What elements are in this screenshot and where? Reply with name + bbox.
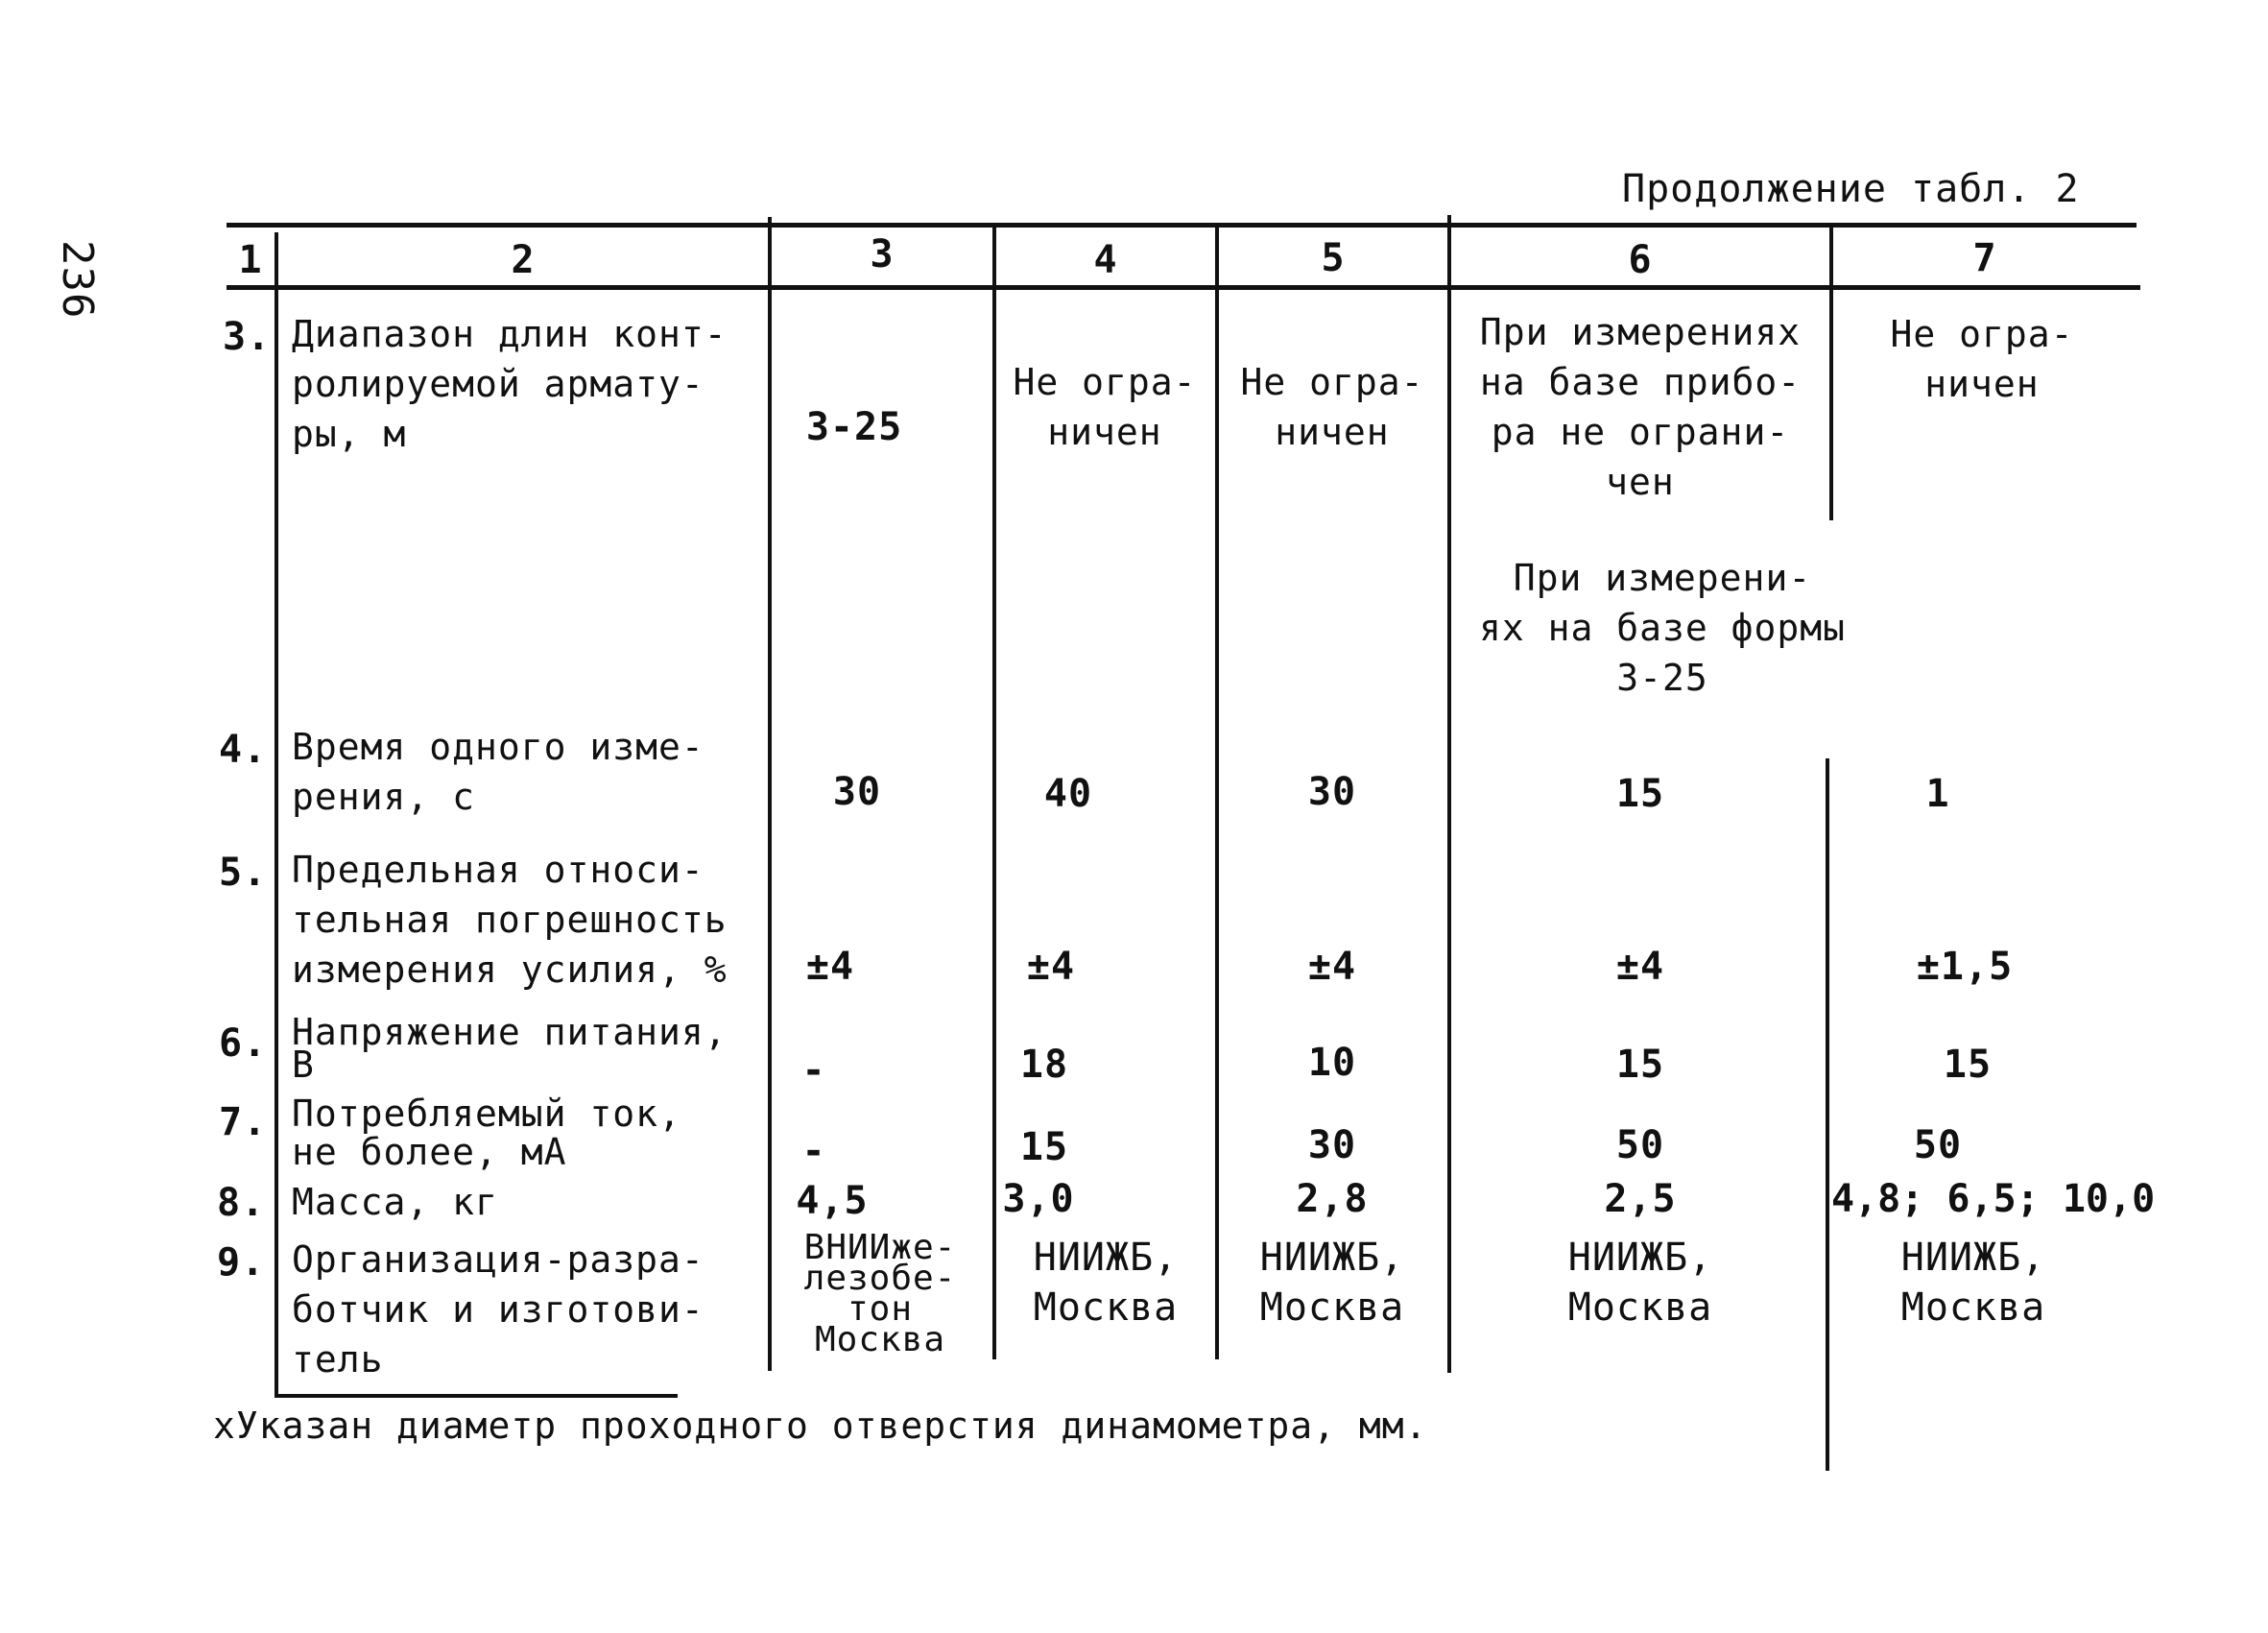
- column-header-7: 7: [1972, 236, 1997, 280]
- column-header-4: 4: [1093, 238, 1118, 282]
- cell-col5: 10: [1307, 1041, 1357, 1085]
- column-rule-1-2: [275, 232, 278, 1396]
- row-number: 7.: [219, 1100, 268, 1144]
- cell-col6: 15: [1615, 772, 1665, 816]
- column-header-5: 5: [1321, 236, 1346, 280]
- cell-col5: НИИЖБ, Москва: [1259, 1236, 1405, 1330]
- cell-col5: ±4: [1307, 945, 1357, 989]
- cell-col3: 4,5: [796, 1179, 869, 1223]
- row-label: Напряжение питания, В: [292, 1011, 728, 1086]
- label-column-bottom-rule: [275, 1394, 678, 1398]
- page-number: 236: [53, 240, 102, 320]
- cell-col6: 15: [1615, 1043, 1665, 1087]
- row-number: 9.: [217, 1240, 266, 1285]
- row-label: Диапазон длин конт- ролируемой армату- ры, м: [292, 313, 728, 455]
- cell-col5: Не огра- ничен: [1240, 361, 1424, 453]
- cell-col7: 1: [1925, 772, 1950, 816]
- cell-col5: 30: [1307, 1123, 1357, 1167]
- row-number: 8.: [217, 1181, 266, 1225]
- row-label: Масса, кг: [292, 1181, 498, 1223]
- row-label: Организация-разра- ботчик и изготови- тель: [292, 1238, 704, 1381]
- column-header-3: 3: [870, 232, 895, 276]
- cell-col3: ВНИИже- лезобе- тон Москва: [803, 1228, 957, 1359]
- cell-col5: 30: [1307, 770, 1357, 814]
- cell-col6: При измерениях на базе прибо- ра не ограни- чен: [1479, 311, 1802, 503]
- footnote: xУказан диаметр проходного отверстия динамометра, мм.: [213, 1405, 1428, 1447]
- cell-col4: 3,0: [1002, 1177, 1075, 1221]
- row-number: 4.: [219, 728, 268, 772]
- cell-col6: 50: [1615, 1123, 1665, 1167]
- row-number: 5.: [219, 851, 268, 895]
- cell-col7: 50: [1913, 1123, 1963, 1167]
- table-top-rule: [227, 223, 2137, 228]
- row-label: Потребляемый ток, не более, мА: [292, 1093, 681, 1173]
- row-number: 3.: [223, 315, 272, 359]
- cell-col5: 2,8: [1296, 1177, 1369, 1221]
- row-number: 6.: [219, 1021, 268, 1066]
- column-header-1: 1: [238, 238, 263, 282]
- column-header-2: 2: [511, 238, 536, 282]
- cell-col6: 2,5: [1604, 1177, 1677, 1221]
- cell-col4: 15: [1019, 1125, 1069, 1169]
- header-bottom-rule: [227, 285, 2140, 290]
- table-continuation-caption: Продолжение табл. 2: [1622, 167, 2080, 211]
- cell-col4: ±4: [1026, 945, 1076, 989]
- cell-col7: 15: [1943, 1043, 1993, 1087]
- cell-col4: НИИЖБ, Москва: [1033, 1236, 1179, 1330]
- row-label: Предельная относи- тельная погрешность измерения усилия, %: [292, 849, 728, 991]
- cell-col4: 18: [1019, 1043, 1069, 1087]
- row-label: Время одного изме- рения, с: [292, 726, 704, 818]
- cell-col3: -: [801, 1048, 826, 1093]
- column-header-6: 6: [1628, 238, 1653, 282]
- cell-col3: -: [801, 1129, 826, 1173]
- cell-col3: 30: [832, 770, 882, 814]
- cell-col7: 4,8; 6,5; 10,0: [1831, 1177, 2156, 1221]
- cell-col6: НИИЖБ, Москва: [1567, 1236, 1713, 1330]
- cell-col3: ±4: [805, 945, 855, 989]
- cell-col4: Не огра- ничен: [1013, 361, 1197, 453]
- column-rule-6-7-lower: [1826, 758, 1829, 1471]
- cell-col7: Не огра- ничен: [1890, 313, 2074, 405]
- cell-col7: ±1,5: [1916, 945, 2014, 989]
- cell-col7: НИИЖБ, Москва: [1900, 1236, 2046, 1330]
- cell-col3: 3-25: [805, 405, 903, 449]
- cell-col6-form-base: При измерени- ях на базе формы 3-25: [1478, 557, 1847, 699]
- cell-col4: 40: [1043, 772, 1093, 816]
- cell-col6: ±4: [1615, 945, 1665, 989]
